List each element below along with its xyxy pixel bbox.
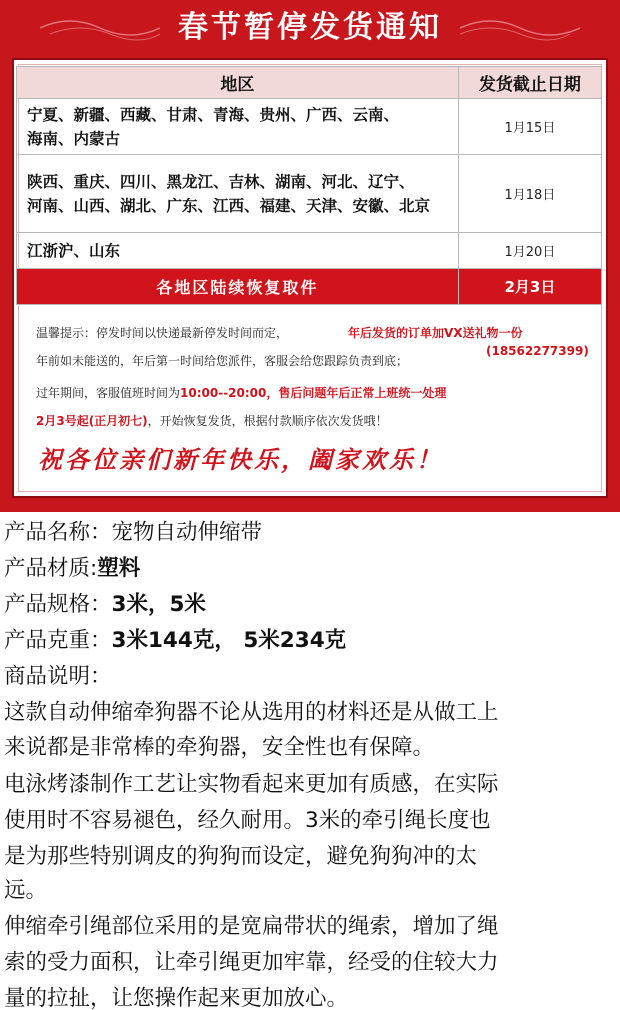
resume-pickup-row bbox=[17, 269, 602, 305]
note-line bbox=[36, 384, 446, 401]
shipping-deadline-table bbox=[16, 66, 602, 305]
note-highlight: 2月3号起(正月初七) bbox=[36, 414, 148, 428]
description-line: 电泳烤漆制作工艺让实物看起来更加有质感，在实际 bbox=[4, 772, 499, 797]
description-line: 量的拉扯，让您操作起来更加放心。 bbox=[4, 986, 349, 1010]
table-row bbox=[17, 155, 602, 233]
deadline-cell: 1月18日 bbox=[458, 155, 601, 233]
description-label: 商品说明： bbox=[4, 664, 112, 689]
deadline-cell: 1月20日 bbox=[458, 233, 601, 269]
new-year-greeting: 祝各位亲们新年快乐，阖家欢乐！ bbox=[38, 445, 443, 474]
resume-pickup-date: 2月3日 bbox=[458, 269, 601, 305]
description-line: 伸缩牵引绳部位采用的是宽扁带状的绳索，增加了绳 bbox=[4, 914, 499, 939]
note-highlight: 10:00--20:00，售后问题年后正常上班统一处理 bbox=[180, 386, 447, 400]
description-line: 索的受力面积，让牵引绳更加牢靠，经受的住较大力 bbox=[4, 950, 499, 975]
deadline-header: 发货截止日期 bbox=[458, 67, 601, 99]
description-line: 使用时不容易褪色，经久耐用。3米的牵引绳长度也 bbox=[4, 808, 491, 833]
region-cell bbox=[17, 99, 459, 155]
note-line: 年前如未能送的，年后第一时间给您派件，客服会给您跟踪负责到底； bbox=[36, 354, 409, 368]
note-highlight: 年后发货的订单加VX送礼物一份 bbox=[348, 326, 523, 340]
note-line bbox=[36, 412, 388, 429]
table-row bbox=[17, 233, 602, 269]
resume-pickup-label: 各地区陆续恢复取件 bbox=[17, 269, 459, 305]
region-header: 地区 bbox=[17, 67, 459, 99]
product-weight bbox=[4, 626, 346, 656]
field-value: 3米，5米 bbox=[111, 592, 206, 617]
region-line: 宁夏、新疆、西藏、甘肃、青海、贵州、广西、云南、 bbox=[27, 105, 400, 124]
note-text: 温馨提示：停发时间以快递最新停发时间而定， bbox=[36, 326, 289, 340]
product-spec bbox=[4, 590, 206, 620]
description-line: 是为那些特别调皮的狗狗而设定，避免狗狗冲的太 bbox=[4, 844, 478, 869]
table-header-row bbox=[17, 67, 602, 99]
field-value: 塑料 bbox=[97, 556, 141, 581]
region-cell bbox=[17, 233, 459, 269]
note-line bbox=[36, 324, 288, 341]
field-value: 3米144克， 5米234克 bbox=[111, 628, 347, 653]
region-line: 河南、山西、湖北、广东、江西、福建、天津、安徽、北京 bbox=[27, 196, 431, 215]
note-text: 过年期间，客服值班时间为 bbox=[36, 386, 181, 400]
notice-title: 春节暂停发货通知 bbox=[178, 10, 442, 45]
description-line: 来说都是非常棒的牵狗器，安全性也有保障。 bbox=[4, 735, 435, 760]
description-line: 这款自动伸缩牵狗器不论从选用的材料还是从做工上 bbox=[4, 700, 499, 725]
region-line: 海南、内蒙古 bbox=[27, 129, 121, 148]
region-line: 陕西、重庆、四川、黑龙江、吉林、湖南、河北、辽宁、 bbox=[27, 172, 415, 191]
field-label: 产品名称： bbox=[4, 520, 112, 545]
field-label: 产品材质: bbox=[4, 556, 98, 581]
product-material bbox=[4, 554, 140, 584]
table-row bbox=[17, 99, 602, 155]
region-cell bbox=[17, 155, 459, 233]
description-line: 远。 bbox=[4, 878, 48, 903]
field-label: 产品规格： bbox=[4, 592, 112, 617]
note-text: ，开始恢复发货，根据付款顺序依次发货哦！ bbox=[147, 414, 388, 428]
field-value: 宠物自动伸缩带 bbox=[111, 520, 263, 545]
deadline-cell: 1月15日 bbox=[458, 99, 601, 155]
region-line: 江浙沪、山东 bbox=[27, 241, 121, 260]
field-label: 产品克重： bbox=[4, 628, 112, 653]
product-name bbox=[4, 518, 262, 548]
phone-number: (18562277399) bbox=[486, 344, 589, 358]
